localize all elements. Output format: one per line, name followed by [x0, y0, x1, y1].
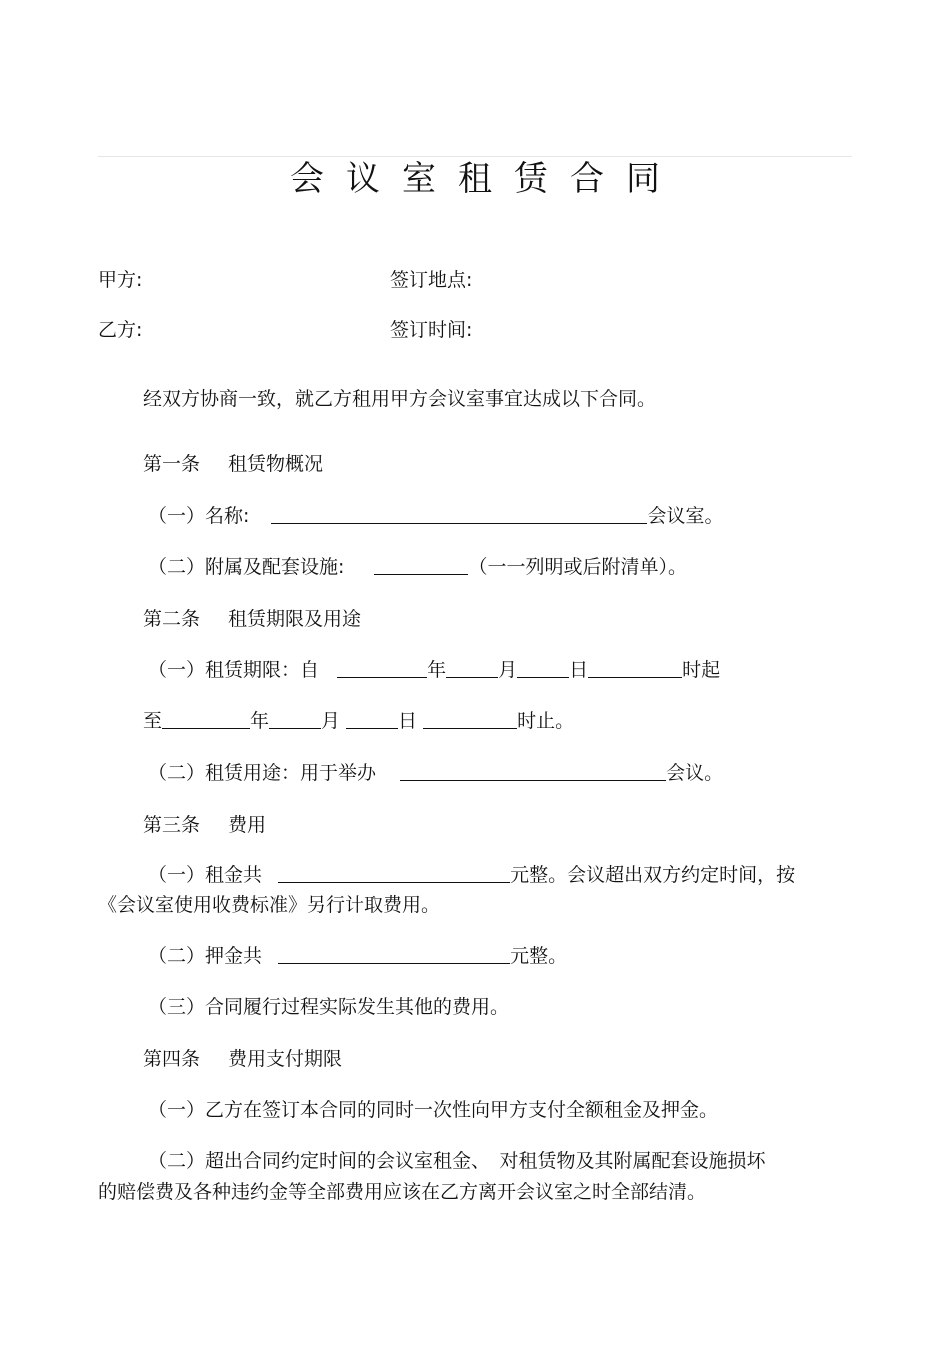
year-unit: 年 — [250, 710, 270, 732]
intro-paragraph: 经双方协商一致，就乙方租用甲方会议室事宜达成以下合同。 — [143, 388, 657, 410]
deposit-blank[interactable] — [278, 943, 510, 964]
article-title: 租赁物概况 — [228, 453, 324, 475]
item-label: （二）押金共 — [148, 945, 263, 967]
item-label: （二）租赁用途：用于举办 — [148, 762, 377, 784]
year-unit: 年 — [427, 659, 447, 681]
rent-blank[interactable] — [278, 862, 510, 883]
article-2-item-2 — [148, 760, 723, 786]
article-3-item-3: （三）合同履行过程实际发生其他的费用。 — [148, 996, 510, 1018]
article-1-item-2 — [148, 554, 687, 580]
article-title: 费用 — [228, 814, 267, 836]
item-suffix: 会议室。 — [647, 505, 724, 527]
article-title: 费用支付期限 — [228, 1048, 343, 1070]
item-suffix: 元整。会议超出双方约定时间，按 — [510, 864, 796, 886]
sign-place-label: 签订地点: — [390, 269, 473, 291]
article-4-item-2-cont: 的赔偿费及各种违约金等全部费用应该在乙方离开会议室之时全部结清。 — [98, 1181, 707, 1203]
end-day-blank[interactable] — [346, 708, 398, 729]
article-2-heading — [143, 606, 361, 632]
purpose-blank[interactable] — [400, 760, 666, 781]
article-number: 第一条 — [143, 453, 201, 475]
end-year-blank[interactable] — [162, 708, 250, 729]
end-month-blank[interactable] — [269, 708, 321, 729]
article-number: 第二条 — [143, 608, 201, 630]
party-b-label: 乙方: — [98, 319, 143, 341]
item-label: （一）租金共 — [148, 864, 263, 886]
article-4-heading — [143, 1046, 342, 1072]
article-number: 第四条 — [143, 1048, 201, 1070]
article-1-item-1 — [148, 503, 723, 529]
article-3-item-1 — [148, 862, 795, 888]
start-month-blank[interactable] — [446, 657, 498, 678]
item-suffix: （一一列明或后附清单）。 — [468, 556, 687, 578]
end-hour-blank[interactable] — [423, 708, 517, 729]
end-suffix: 时止。 — [517, 710, 575, 732]
article-number: 第三条 — [143, 814, 201, 836]
article-1-heading — [143, 451, 323, 477]
start-day-blank[interactable] — [517, 657, 569, 678]
article-3-heading — [143, 812, 266, 838]
name-blank[interactable] — [271, 503, 647, 524]
party-a-label: 甲方: — [98, 269, 143, 291]
item-suffix: 元整。 — [510, 945, 568, 967]
start-year-blank[interactable] — [337, 657, 427, 678]
article-2-item-1 — [148, 657, 720, 683]
item-suffix: 会议。 — [666, 762, 724, 784]
day-unit: 日 — [398, 710, 418, 732]
article-3-item-1-cont: 《会议室使用收费标准》另行计取费用。 — [98, 894, 441, 916]
month-unit: 月 — [498, 659, 518, 681]
to-label: 至 — [143, 710, 163, 732]
article-4-item-2: （二）超出合同约定时间的会议室租金、 对租赁物及其附属配套设施损坏 — [148, 1150, 766, 1172]
start-suffix: 时起 — [682, 659, 721, 681]
month-unit: 月 — [321, 710, 341, 732]
article-4-item-1: （一）乙方在签订本合同的同时一次性向甲方支付全额租金及押金。 — [148, 1099, 719, 1121]
item-label: （二）附属及配套设施: — [148, 556, 345, 578]
document-title: 会议室租赁合同 — [290, 159, 682, 199]
sign-time-label: 签订时间: — [390, 319, 473, 341]
item-label: （一）名称: — [148, 505, 250, 527]
day-unit: 日 — [569, 659, 589, 681]
article-2-item-1-end — [143, 708, 574, 734]
item-label: （一）租赁期限：自 — [148, 659, 320, 681]
facilities-blank[interactable] — [374, 554, 468, 575]
article-3-item-2 — [148, 943, 567, 969]
article-title: 租赁期限及用途 — [228, 608, 362, 630]
start-hour-blank[interactable] — [588, 657, 682, 678]
